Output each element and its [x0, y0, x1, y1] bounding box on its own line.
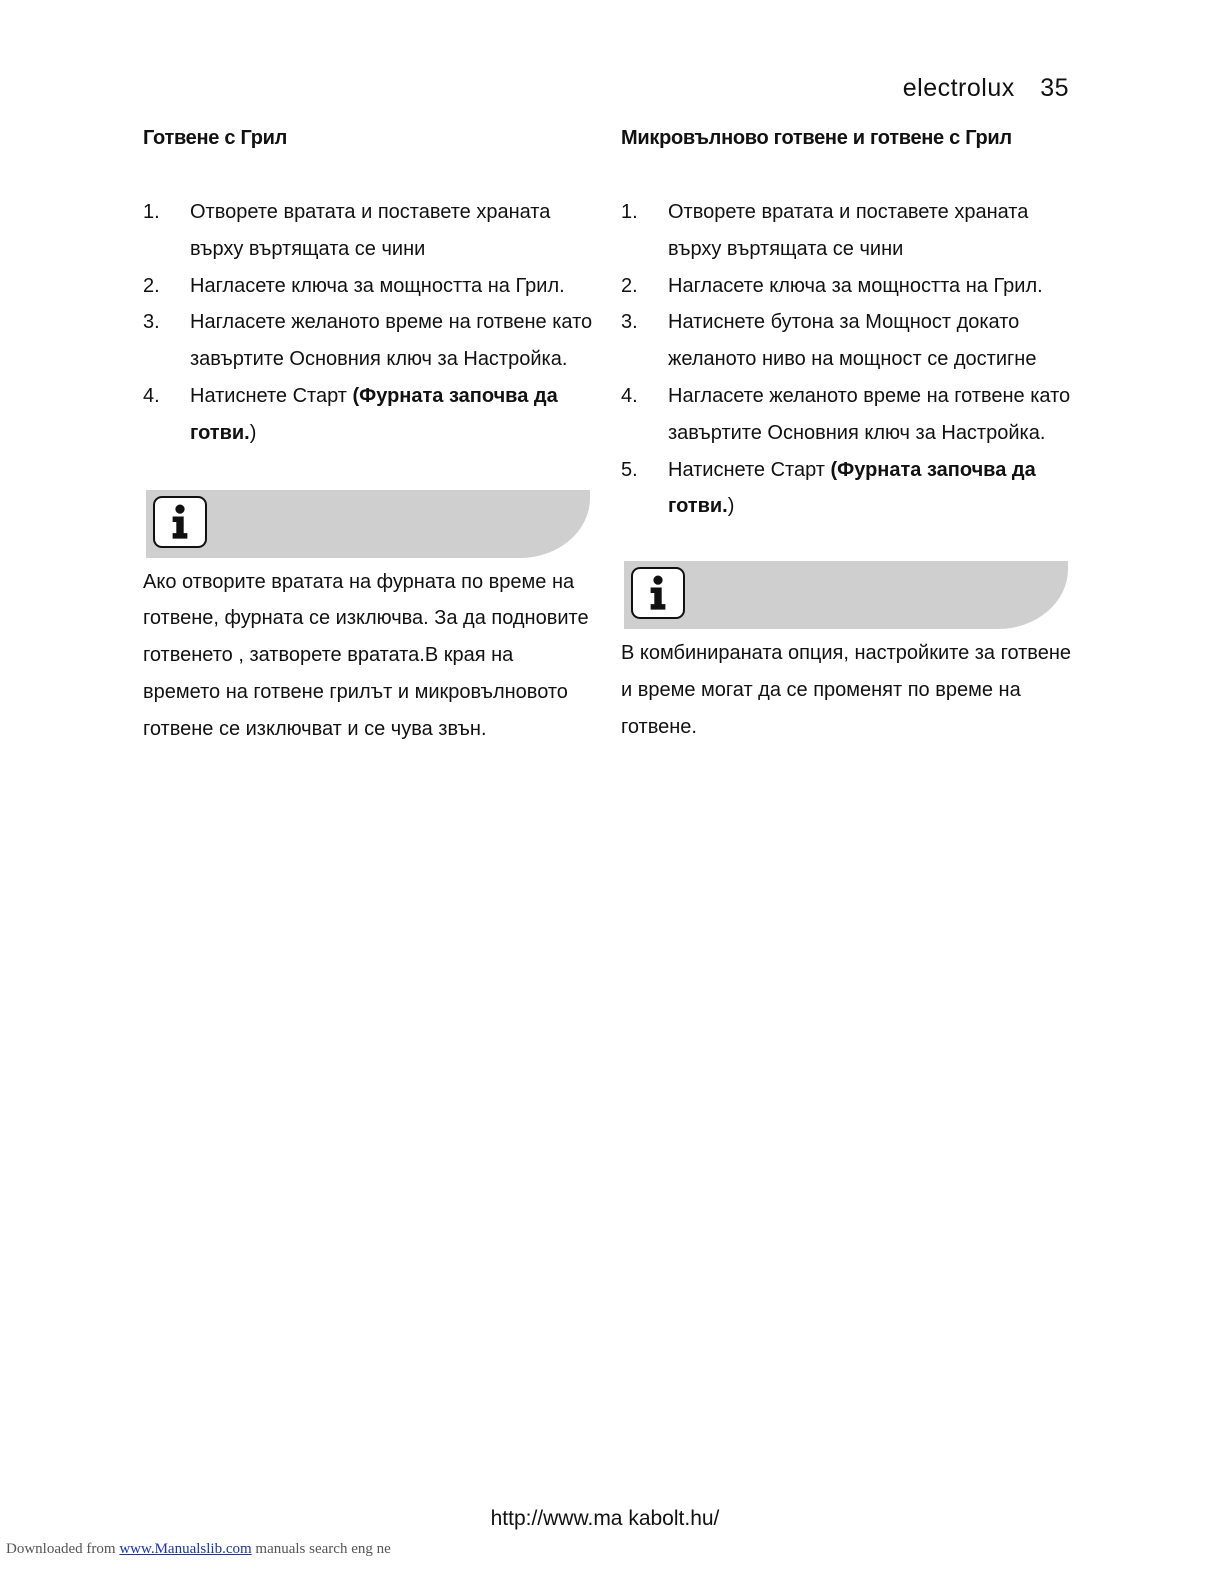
list-item: 2. Нагласете ключа за мощността на Грил. [143, 274, 565, 297]
list-item: 2. Нагласете ключа за мощността на Грил. [621, 274, 1043, 297]
brand-name: electrolux [902, 74, 1015, 102]
list-item: 1. Отворете вратата и поставете храната върху въртящата се чини [621, 201, 1029, 260]
left-column [143, 124, 593, 748]
manualslib-link[interactable]: www.Manualslib.com [119, 1541, 252, 1557]
download-credit: Downloaded from www.Manualslib.com manuals search eng ne [6, 1541, 391, 1557]
left-steps-list [143, 194, 593, 452]
list-item: 3. Натиснете бутона за Мощност докато желаното ниво на мощност се достигне [621, 311, 1037, 371]
info-banner [624, 561, 1068, 629]
footer-url: http://www.ma kabolt.hu/ [490, 1507, 720, 1530]
list-item: 4. Нагласете желаното време на готвене като завъртите Основния ключ за Настройка. [621, 384, 1071, 444]
right-note-text: В комбинираната опция, настройките за готвене и време могат да се променят по време на готвене. [621, 642, 1071, 738]
right-section-title: Микровълново готвене и готвене с Грил [621, 127, 1012, 149]
list-item: 3. Нагласете желаното време на готвене като завъртите Основния ключ за Настройка. [143, 311, 593, 371]
left-note-text: Ако отворите вратата на фурната по време на готвене, фурната се изключва. За да подновите готвенето , затворете вратата.В края на времето на готвене грилът и микровълновото готвене се изключват и се чува звън. [143, 570, 589, 740]
info-banner [146, 490, 590, 558]
list-item: 4. Натиснете Старт (Фурната започва да готви.) [143, 384, 558, 444]
page-header [903, 74, 1069, 103]
page-number: 35 [1040, 74, 1069, 102]
list-item: 5. Натиснете Старт (Фурната започва да готви.) [621, 458, 1036, 518]
left-section-title: Готвене с Грил [143, 127, 288, 149]
right-steps-list [621, 194, 1071, 525]
info-icon [153, 496, 207, 548]
info-icon [631, 567, 685, 619]
right-column [621, 124, 1071, 746]
list-item: 1. Отворете вратата и поставете храната върху въртящата се чини [143, 201, 551, 260]
